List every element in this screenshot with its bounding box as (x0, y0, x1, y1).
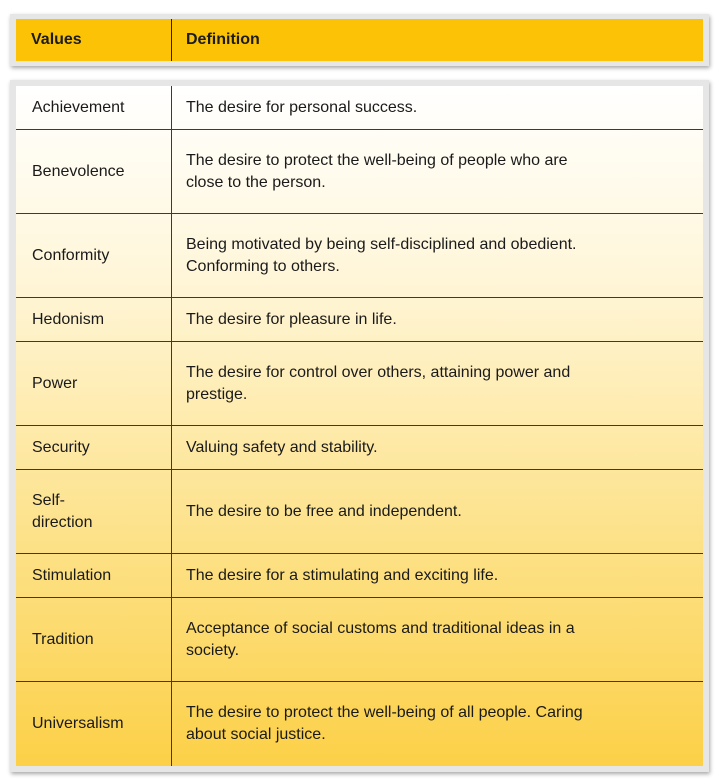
table-body-frame (10, 80, 709, 772)
table-row (16, 426, 703, 470)
value-cell: Tradition (16, 598, 172, 681)
definition-cell: Acceptance of social customs and traditional ideas in a society. (186, 619, 575, 659)
definition-cell: The desire for pleasure in life. (186, 310, 397, 328)
definition-cell: The desire to be free and independent. (186, 502, 462, 520)
table-row (16, 554, 703, 598)
table-header-frame (10, 14, 709, 66)
table-row (16, 298, 703, 342)
table-row (16, 470, 703, 554)
value-cell: Benevolence (16, 130, 172, 213)
definition-cell: Valuing safety and stability. (186, 438, 378, 456)
table-row (16, 214, 703, 298)
definition-cell: The desire for control over others, attaining power and prestige. (186, 363, 571, 403)
table-row (16, 682, 703, 766)
definition-cell: The desire to protect the well-being of people who are close to the person. (186, 151, 568, 191)
value-cell: Hedonism (16, 298, 172, 341)
table-row (16, 86, 703, 130)
value-cell: Security (16, 426, 172, 469)
header-definition: Definition (186, 31, 260, 48)
value-cell: Conformity (16, 214, 172, 297)
definition-cell: Being motivated by being self-disciplined and obedient. Conforming to others. (186, 235, 577, 275)
value-cell: Universalism (16, 682, 172, 766)
table-header (16, 19, 703, 61)
value-cell: Power (16, 342, 172, 425)
value-cell: Achievement (16, 86, 172, 129)
table-row (16, 598, 703, 682)
value-cell: Self-direction (16, 470, 172, 553)
value-cell: Stimulation (16, 554, 172, 597)
table-row (16, 342, 703, 426)
definition-cell: The desire for personal success. (186, 98, 418, 116)
table-body (16, 86, 703, 766)
definition-cell: The desire for a stimulating and exciting life. (186, 566, 499, 584)
table-row (16, 130, 703, 214)
definition-cell: The desire to protect the well-being of all people. Caring about social justice. (186, 704, 583, 743)
header-values: Values (16, 19, 172, 61)
